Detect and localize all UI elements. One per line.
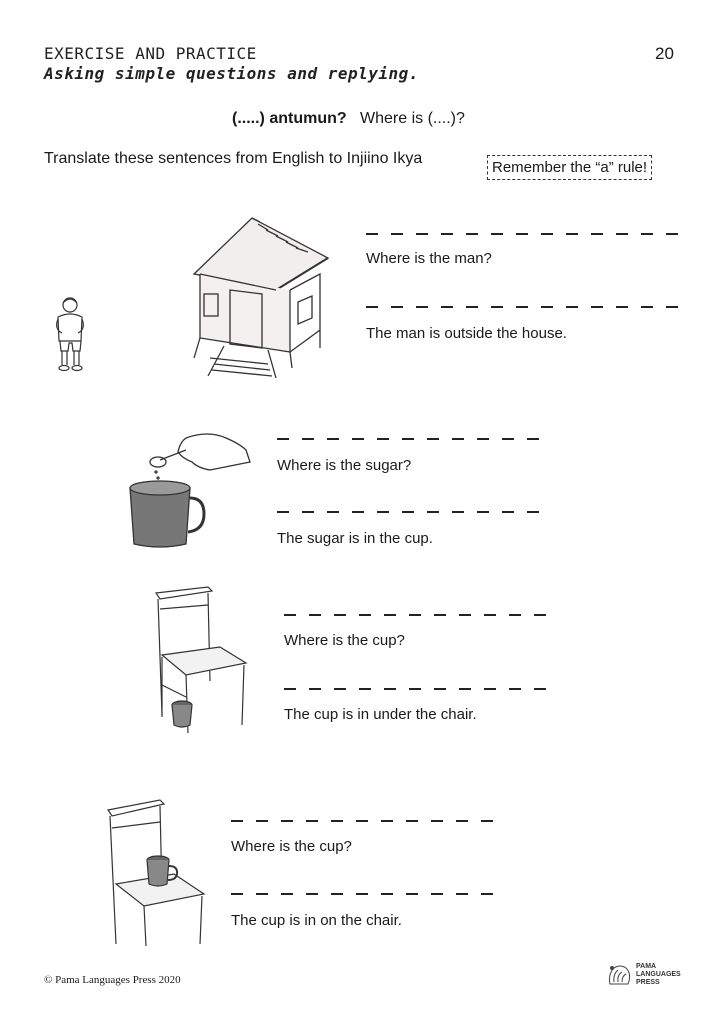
copyright-text: © Pama Languages Press 2020 — [44, 974, 181, 986]
answer-line[interactable] — [277, 511, 549, 513]
question-text: Where is the man? — [366, 250, 492, 267]
answer-text: The cup is in on the chair. — [231, 912, 402, 929]
answer-text: The man is outside the house. — [366, 325, 567, 342]
chair-cup-on-icon — [104, 798, 214, 948]
exercise-heading: EXERCISE AND PRACTICE — [44, 44, 257, 63]
question-text: Where is the cup? — [231, 838, 352, 855]
answer-line[interactable] — [284, 614, 546, 616]
man-icon — [48, 293, 93, 373]
reminder-box: Remember the “a” rule! — [487, 155, 652, 180]
answer-text: The sugar is in the cup. — [277, 530, 433, 547]
answer-text: The cup is in under the chair. — [284, 706, 477, 723]
question-text: Where is the cup? — [284, 632, 405, 649]
question-pattern — [232, 110, 465, 128]
pattern-phrase: (.....) antumun? — [232, 110, 347, 127]
pattern-meaning: Where is (....)? — [360, 110, 465, 127]
answer-line[interactable] — [231, 820, 501, 822]
logo-line: PRESS — [636, 979, 660, 986]
answer-line[interactable] — [366, 306, 678, 308]
pama-logo-icon — [606, 962, 634, 988]
answer-line[interactable] — [231, 893, 501, 895]
sugar-spoon-cup-icon — [120, 428, 255, 550]
question-text: Where is the sugar? — [277, 457, 412, 474]
page-number: 20 — [655, 44, 674, 63]
instruction-text: Translate these sentences from English to Injiino Ikya — [44, 150, 423, 167]
logo-line: PAMA — [636, 963, 657, 970]
answer-line[interactable] — [284, 688, 546, 690]
answer-line[interactable] — [277, 438, 549, 440]
answer-line[interactable] — [366, 233, 678, 235]
exercise-subheading: Asking simple questions and replying. — [44, 64, 419, 83]
pama-logo-text — [636, 963, 681, 987]
house-icon — [180, 208, 330, 380]
logo-line: LANGUAGES — [636, 971, 681, 978]
chair-cup-under-icon — [150, 585, 250, 735]
